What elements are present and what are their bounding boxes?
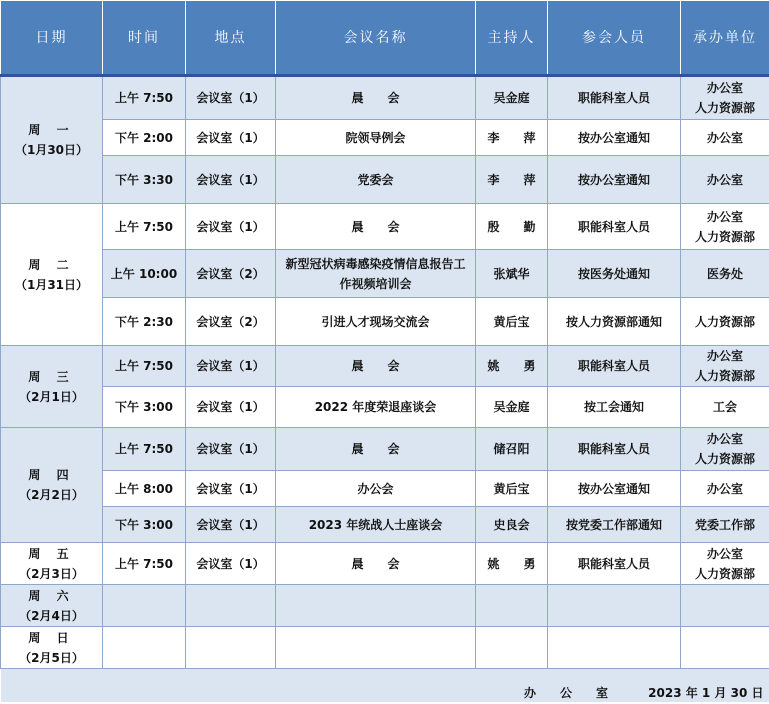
organizer-line: 办公室 bbox=[706, 209, 743, 224]
organizer-line: 办公室 bbox=[706, 546, 743, 561]
day-date: （2月3日） bbox=[19, 566, 84, 581]
attendees-cell bbox=[548, 627, 681, 669]
day-cell bbox=[1, 585, 103, 627]
organizer-line: 办公室 bbox=[706, 349, 743, 363]
organizer-line: 工会 bbox=[712, 400, 737, 414]
attendees-text: 按工会通知 bbox=[583, 400, 644, 414]
place-text: 会议室（1） bbox=[196, 556, 265, 571]
table-row bbox=[1, 120, 769, 156]
attendees-cell bbox=[548, 346, 681, 387]
place-text: 会议室（1） bbox=[196, 130, 265, 145]
table-header bbox=[1, 1, 769, 76]
meeting-name-cell bbox=[276, 298, 476, 346]
meeting-name-cell bbox=[276, 627, 476, 669]
place-text: 会议室（1） bbox=[196, 219, 265, 234]
attendees-cell bbox=[548, 543, 681, 585]
meeting-name-cell bbox=[276, 250, 476, 298]
attendees-cell bbox=[548, 156, 681, 204]
attendees-cell bbox=[548, 120, 681, 156]
day-label: 周 六 bbox=[28, 588, 75, 603]
host-text: 黄后宝 bbox=[493, 314, 530, 329]
place-cell bbox=[186, 346, 276, 387]
attendees-cell bbox=[548, 298, 681, 346]
organizer-line: 办公室 bbox=[706, 81, 743, 95]
organizer-cell bbox=[681, 428, 769, 471]
table-row bbox=[1, 507, 769, 543]
place-cell bbox=[186, 387, 276, 428]
header-time: 时间 bbox=[103, 1, 186, 76]
place-cell bbox=[186, 120, 276, 156]
attendees-text: 职能科室人员 bbox=[577, 91, 650, 105]
host-text: 姚 勇 bbox=[487, 359, 536, 373]
organizer-cell bbox=[681, 471, 769, 507]
header-organizer: 承办单位 bbox=[681, 1, 769, 76]
time-text: 下午 3:30 bbox=[114, 172, 174, 187]
organizer-line: 办公室 bbox=[706, 172, 743, 187]
attendees-text: 按办公室通知 bbox=[577, 172, 650, 187]
place-text: 会议室（1） bbox=[196, 442, 265, 456]
time-cell bbox=[103, 76, 186, 120]
host-text: 姚 勇 bbox=[487, 556, 536, 571]
host-cell bbox=[476, 543, 548, 585]
header-date: 日期 bbox=[1, 1, 103, 76]
table-row bbox=[1, 76, 769, 120]
organizer-cell bbox=[681, 250, 769, 298]
day-label: 周 四 bbox=[28, 468, 75, 482]
host-text: 吴金庭 bbox=[493, 400, 530, 414]
table-footer bbox=[1, 669, 769, 703]
time-text: 上午 7:50 bbox=[114, 359, 174, 373]
host-text: 殷 勤 bbox=[487, 219, 536, 234]
time-cell bbox=[103, 507, 186, 543]
meeting-name-cell bbox=[276, 387, 476, 428]
time-cell bbox=[103, 585, 186, 627]
place-cell bbox=[186, 250, 276, 298]
place-cell bbox=[186, 76, 276, 120]
table-row bbox=[1, 346, 769, 387]
meeting-name-text: 办公会 bbox=[357, 481, 394, 496]
meeting-name-text: 院领导例会 bbox=[345, 130, 406, 145]
time-text: 上午 10:00 bbox=[110, 266, 178, 281]
time-text: 上午 7:50 bbox=[114, 442, 174, 456]
schedule-body bbox=[1, 76, 769, 669]
attendees-cell bbox=[548, 204, 681, 250]
time-text: 上午 8:00 bbox=[114, 481, 174, 496]
meeting-name-cell bbox=[276, 76, 476, 120]
place-text: 会议室（1） bbox=[196, 517, 265, 532]
host-cell bbox=[476, 507, 548, 543]
place-text: 会议室（1） bbox=[196, 91, 265, 105]
table-row bbox=[1, 471, 769, 507]
attendees-cell bbox=[548, 428, 681, 471]
place-text: 会议室（2） bbox=[196, 266, 265, 281]
attendees-cell bbox=[548, 76, 681, 120]
meeting-name-cell bbox=[276, 471, 476, 507]
time-cell bbox=[103, 120, 186, 156]
meeting-name-cell bbox=[276, 585, 476, 627]
attendees-text: 按党委工作部通知 bbox=[565, 517, 662, 532]
table-row bbox=[1, 428, 769, 471]
organizer-cell bbox=[681, 120, 769, 156]
meeting-name-cell bbox=[276, 204, 476, 250]
day-cell bbox=[1, 204, 103, 346]
organizer-cell bbox=[681, 543, 769, 585]
footer-issuer: 办 公 室 bbox=[523, 686, 614, 700]
day-cell bbox=[1, 428, 103, 543]
meeting-name-text: 晨 会 bbox=[351, 556, 400, 571]
host-text: 李 萍 bbox=[487, 130, 536, 145]
meeting-name-text: 新型冠状病毒感染疫情信息报告工作视频培训会 bbox=[285, 256, 466, 291]
host-cell bbox=[476, 346, 548, 387]
header-host: 主持人 bbox=[476, 1, 548, 76]
time-cell bbox=[103, 543, 186, 585]
place-text: 会议室（1） bbox=[196, 400, 265, 414]
host-cell bbox=[476, 204, 548, 250]
host-cell bbox=[476, 387, 548, 428]
host-cell bbox=[476, 156, 548, 204]
attendees-text: 职能科室人员 bbox=[577, 359, 650, 373]
day-label: 周 日 bbox=[28, 630, 75, 645]
time-text: 上午 7:50 bbox=[114, 91, 174, 105]
organizer-line: 医务处 bbox=[706, 266, 743, 281]
time-cell bbox=[103, 250, 186, 298]
time-cell bbox=[103, 204, 186, 250]
host-cell bbox=[476, 585, 548, 627]
organizer-line: 人力资源部 bbox=[694, 566, 755, 581]
organizer-line: 人力资源部 bbox=[694, 369, 755, 383]
time-text: 下午 3:00 bbox=[114, 517, 174, 532]
table-row bbox=[1, 543, 769, 585]
day-cell bbox=[1, 76, 103, 204]
table-row bbox=[1, 156, 769, 204]
place-text: 会议室（2） bbox=[196, 314, 265, 329]
meeting-name-text: 晨 会 bbox=[351, 91, 400, 105]
meeting-name-text: 党委会 bbox=[357, 172, 394, 187]
attendees-text: 按办公室通知 bbox=[577, 130, 650, 145]
organizer-line: 党委工作部 bbox=[694, 517, 755, 532]
header-attendees: 参会人员 bbox=[548, 1, 681, 76]
day-label: 周 二 bbox=[28, 257, 75, 272]
time-cell bbox=[103, 298, 186, 346]
attendees-text: 按办公室通知 bbox=[577, 481, 650, 496]
meeting-name-text: 2022 年度荣退座谈会 bbox=[314, 400, 437, 414]
host-text: 黄后宝 bbox=[493, 481, 530, 496]
organizer-line: 办公室 bbox=[706, 130, 743, 145]
table-row bbox=[1, 250, 769, 298]
attendees-text: 按人力资源部通知 bbox=[565, 314, 662, 329]
table-row bbox=[1, 387, 769, 428]
host-cell bbox=[476, 471, 548, 507]
organizer-cell bbox=[681, 156, 769, 204]
attendees-text: 职能科室人员 bbox=[577, 219, 650, 234]
day-date: （2月4日） bbox=[19, 608, 84, 623]
time-text: 上午 7:50 bbox=[114, 556, 174, 571]
attendees-text: 职能科室人员 bbox=[577, 442, 650, 456]
header-place: 地点 bbox=[186, 1, 276, 76]
place-cell bbox=[186, 471, 276, 507]
time-cell bbox=[103, 471, 186, 507]
meeting-name-cell bbox=[276, 428, 476, 471]
place-text: 会议室（1） bbox=[196, 359, 265, 373]
time-cell bbox=[103, 627, 186, 669]
footer-cell bbox=[1, 669, 769, 703]
host-cell bbox=[476, 627, 548, 669]
attendees-cell bbox=[548, 471, 681, 507]
organizer-cell bbox=[681, 346, 769, 387]
attendees-cell bbox=[548, 250, 681, 298]
table-row bbox=[1, 204, 769, 250]
host-cell bbox=[476, 428, 548, 471]
place-cell bbox=[186, 156, 276, 204]
table-row bbox=[1, 298, 769, 346]
header-row bbox=[1, 1, 769, 76]
meeting-name-text: 晨 会 bbox=[351, 359, 400, 373]
organizer-line: 办公室 bbox=[706, 481, 743, 496]
place-text: 会议室（1） bbox=[196, 172, 265, 187]
organizer-cell bbox=[681, 507, 769, 543]
time-text: 上午 7:50 bbox=[114, 219, 174, 234]
day-cell bbox=[1, 627, 103, 669]
attendees-text: 按医务处通知 bbox=[577, 266, 650, 281]
organizer-line: 人力资源部 bbox=[694, 229, 755, 244]
host-text: 储召阳 bbox=[493, 442, 530, 456]
host-cell bbox=[476, 120, 548, 156]
organizer-line: 人力资源部 bbox=[694, 101, 755, 115]
host-text: 李 萍 bbox=[487, 172, 536, 187]
organizer-line: 人力资源部 bbox=[694, 452, 755, 466]
table-row bbox=[1, 585, 769, 627]
header-meeting-name: 会议名称 bbox=[276, 1, 476, 76]
attendees-text: 职能科室人员 bbox=[577, 556, 650, 571]
day-cell bbox=[1, 543, 103, 585]
place-cell bbox=[186, 543, 276, 585]
attendees-cell bbox=[548, 507, 681, 543]
organizer-cell bbox=[681, 204, 769, 250]
time-cell bbox=[103, 387, 186, 428]
organizer-cell bbox=[681, 627, 769, 669]
host-cell bbox=[476, 298, 548, 346]
footer-date: 2023 年 1 月 30 日 bbox=[648, 686, 764, 700]
meeting-name-cell bbox=[276, 346, 476, 387]
day-cell bbox=[1, 346, 103, 428]
meeting-name-text: 晨 会 bbox=[351, 219, 400, 234]
meeting-name-text: 2023 年统战人士座谈会 bbox=[308, 517, 443, 532]
place-cell bbox=[186, 507, 276, 543]
attendees-cell bbox=[548, 585, 681, 627]
meeting-name-cell bbox=[276, 120, 476, 156]
day-date: （1月30日） bbox=[14, 143, 89, 157]
time-text: 下午 2:30 bbox=[114, 314, 174, 329]
day-date: （2月1日） bbox=[19, 389, 84, 404]
meeting-name-cell bbox=[276, 507, 476, 543]
host-cell bbox=[476, 76, 548, 120]
time-cell bbox=[103, 156, 186, 204]
day-label: 周 三 bbox=[28, 369, 75, 384]
day-date: （2月2日） bbox=[19, 488, 84, 502]
time-cell bbox=[103, 428, 186, 471]
place-cell bbox=[186, 204, 276, 250]
place-cell bbox=[186, 627, 276, 669]
meeting-name-cell bbox=[276, 543, 476, 585]
meeting-name-text: 晨 会 bbox=[351, 442, 400, 456]
place-cell bbox=[186, 585, 276, 627]
organizer-cell bbox=[681, 76, 769, 120]
host-text: 史良会 bbox=[493, 517, 530, 532]
day-date: （2月5日） bbox=[19, 650, 84, 665]
day-date: （1月31日） bbox=[14, 277, 89, 292]
organizer-line: 办公室 bbox=[706, 432, 743, 446]
attendees-cell bbox=[548, 387, 681, 428]
host-text: 吴金庭 bbox=[493, 91, 530, 105]
time-cell bbox=[103, 346, 186, 387]
table-row bbox=[1, 627, 769, 669]
day-label: 周 五 bbox=[28, 546, 75, 561]
place-cell bbox=[186, 428, 276, 471]
meeting-name-text: 引进人才现场交流会 bbox=[321, 314, 430, 329]
organizer-cell bbox=[681, 387, 769, 428]
time-text: 下午 2:00 bbox=[114, 130, 174, 145]
place-text: 会议室（1） bbox=[196, 481, 265, 496]
place-cell bbox=[186, 298, 276, 346]
organizer-cell bbox=[681, 298, 769, 346]
organizer-cell bbox=[681, 585, 769, 627]
host-cell bbox=[476, 250, 548, 298]
day-label: 周 一 bbox=[28, 123, 75, 137]
time-text: 下午 3:00 bbox=[114, 400, 174, 414]
meeting-name-cell bbox=[276, 156, 476, 204]
host-text: 张斌华 bbox=[493, 266, 530, 281]
organizer-line: 人力资源部 bbox=[694, 314, 755, 329]
